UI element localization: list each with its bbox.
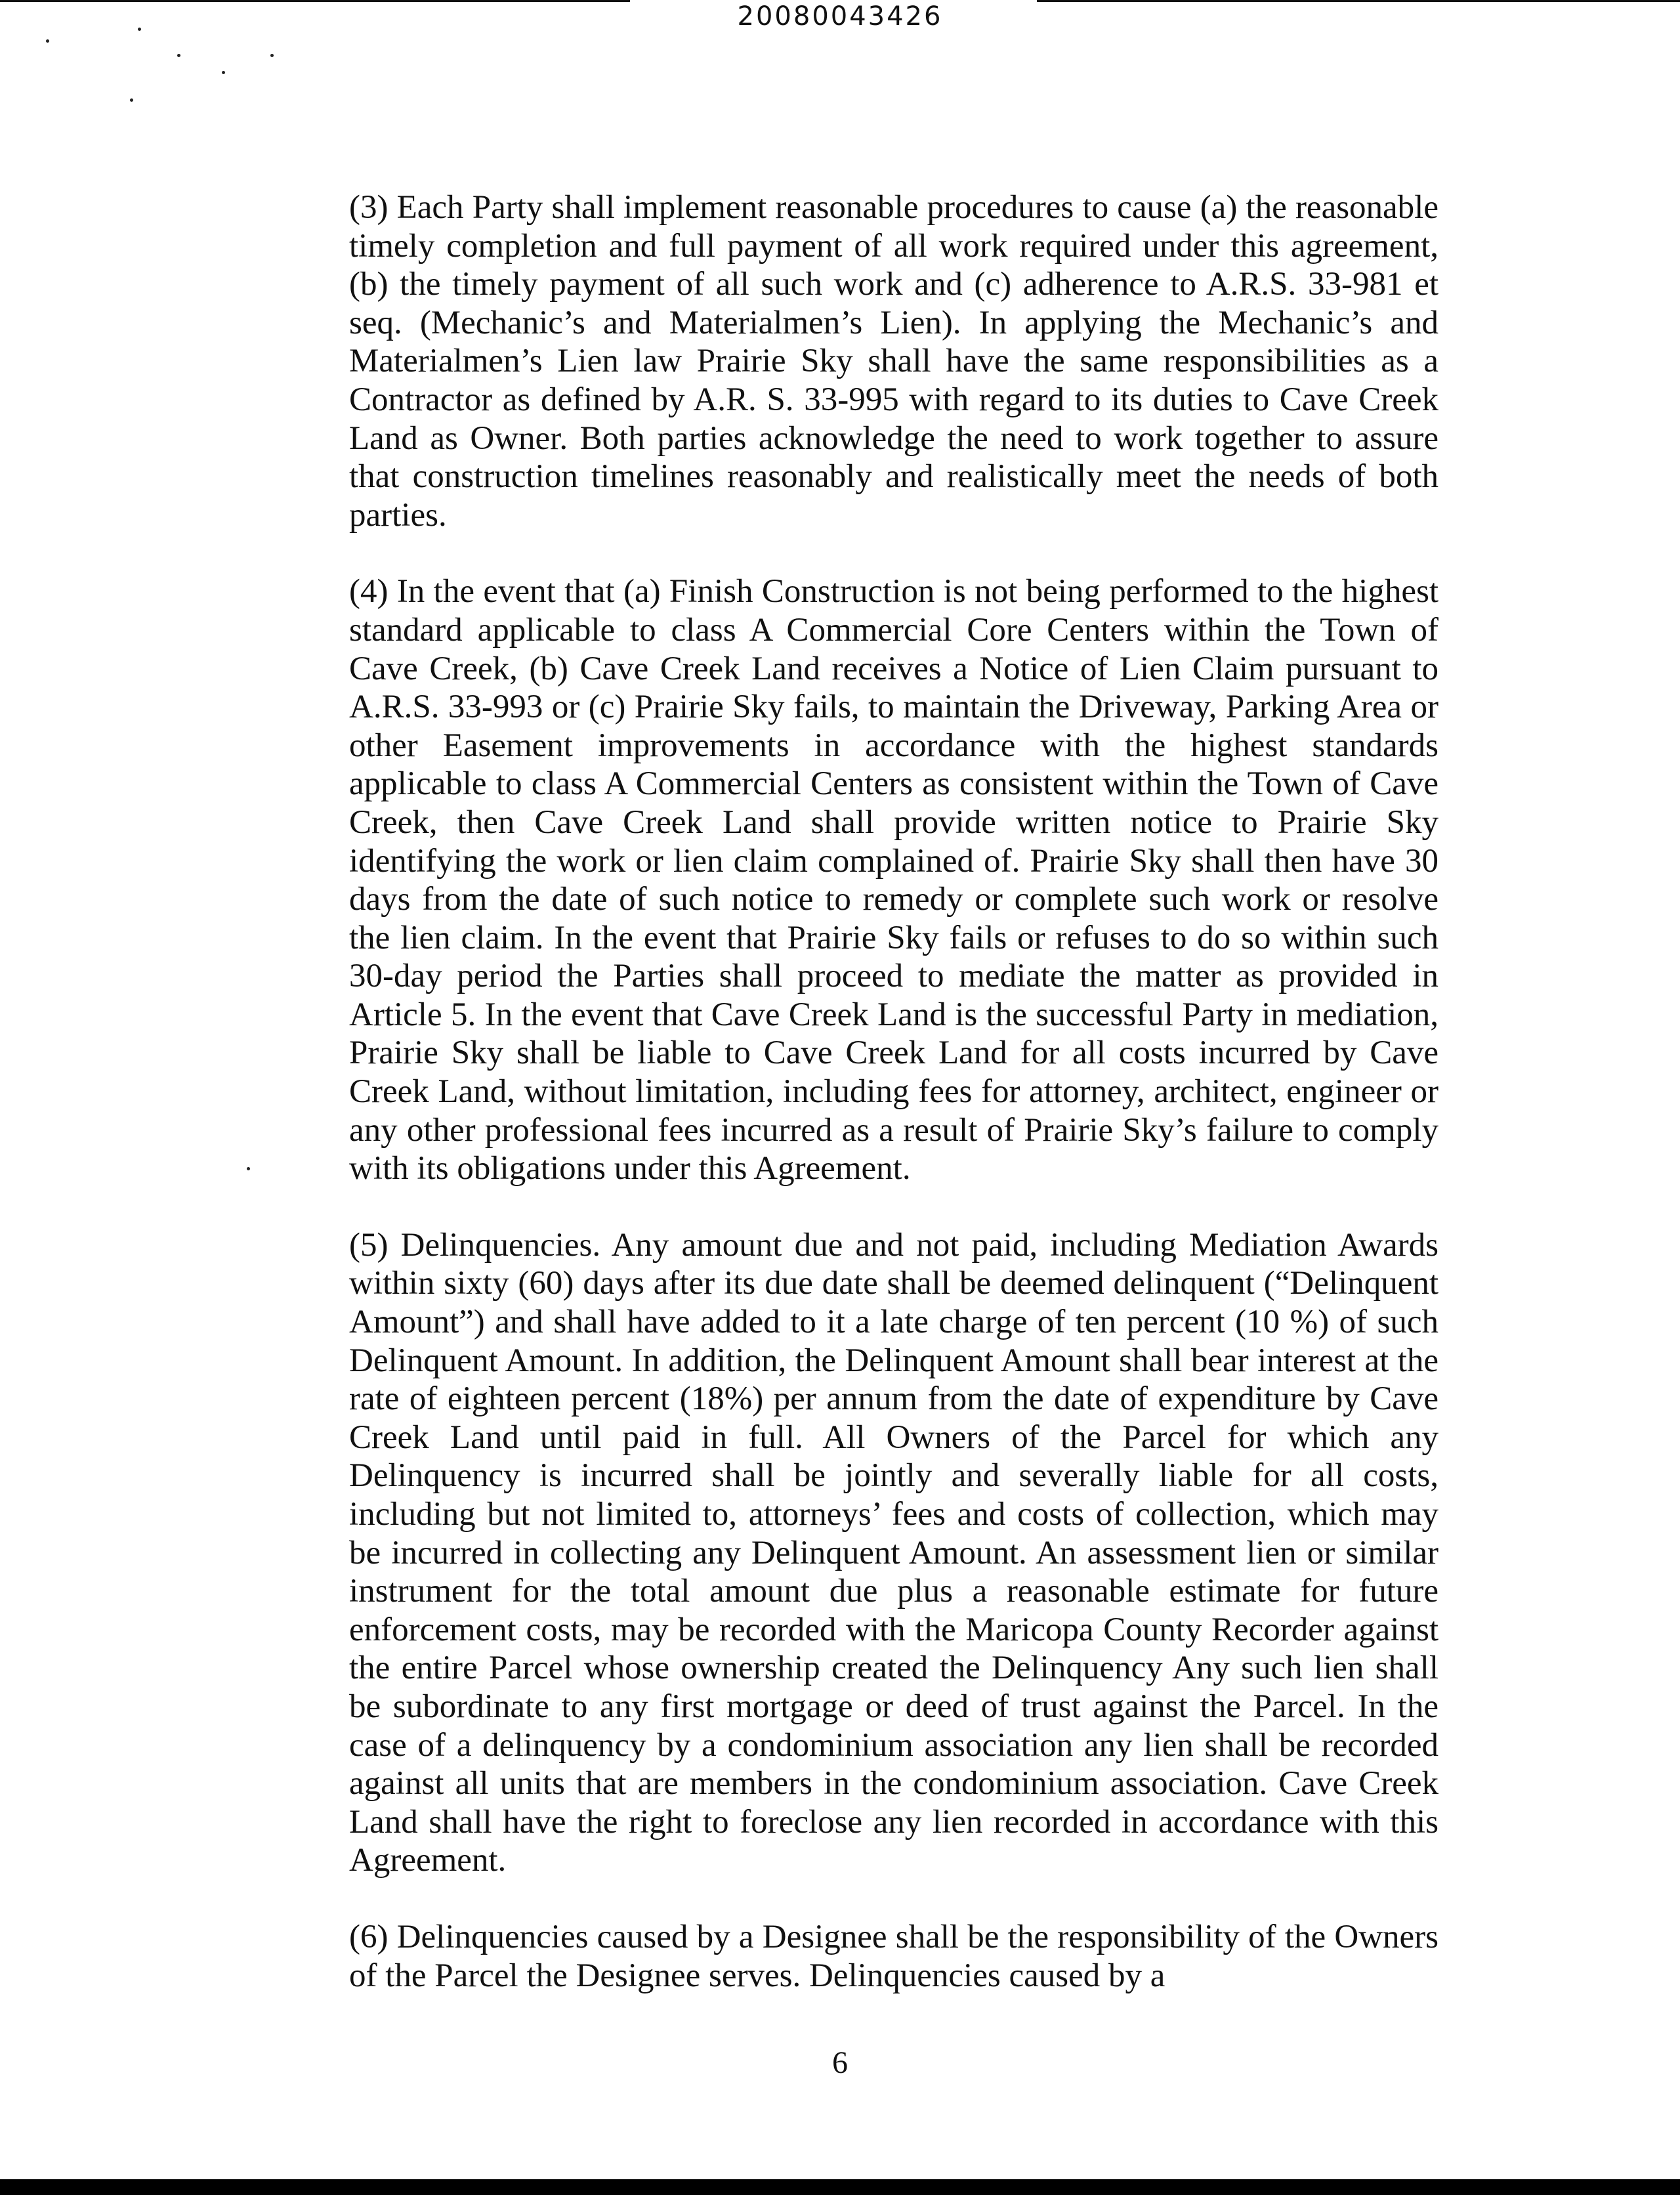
- scan-speck: [138, 28, 141, 31]
- scan-speck: [222, 71, 225, 74]
- scan-speck: [46, 39, 49, 43]
- scan-bottom-border: [0, 2179, 1680, 2195]
- agreement-body: [349, 188, 1438, 2033]
- page-number: 6: [832, 2045, 848, 2080]
- scan-speck: [247, 1167, 250, 1170]
- scan-speck: [270, 54, 274, 57]
- scan-speck: [130, 98, 133, 102]
- paragraph-5: (5) Delinquencies. Any amount due and not paid, including Mediation Awards within sixty (60) days after its due date shall be deemed delinquent (“Delinquent Amount”) and shall have added to it a late charge of ten percent (10 %) of such Delinquent Amount. In addition, the Delinquent Amount shall bear interest at the rate of eighteen percent (18%) per annum from the date of expenditure by Cave Creek Land until paid in full. All Owners of the Parcel for which any Delinquency is incurred shall be jointly and severally liable for all costs, including but not limited to, attorneys’ fees and costs of collection, which may be incurred in collecting any Delinquent Amount. An assessment lien or similar instrument for the total amount due plus a reasonable estimate for future enforcement costs, may be recorded with the Maricopa County Recorder against the entire Parcel whose ownership created the Delinquency Any such lien shall be subordinate to any first mortgage or deed of trust against the Parcel. In the case of a delinquency by a condominium association any lien shall be recorded against all units that are members in the condominium association. Cave Creek Land shall have the right to foreclose any lien recorded in accordance with this Agreement.: [349, 1226, 1438, 1879]
- paragraph-3: (3) Each Party shall implement reasonable procedures to cause (a) the reasonable timely completion and full payment of all work required under this agreement, (b) the timely payment of all such work and (c) adherence to A.R.S. 33-981 et seq. (Mechanic’s and Materialmen’s Lien). In applying the Mechanic’s and Materialmen’s Lien law Prairie Sky shall have the same responsibilities as a Contractor as defined by A.R. S. 33-995 with regard to its duties to Cave Creek Land as Owner. Both parties acknowledge the need to work together to assure that construction timelines reasonably and realistically meet the needs of both parties.: [349, 189, 1438, 534]
- document-number: 20080043426: [737, 1, 943, 32]
- scan-speck: [177, 54, 180, 57]
- paragraph-4: (4) In the event that (a) Finish Construction is not being performed to the highest standard applicable to class A Commercial Core Centers within the Town of Cave Creek, (b) Cave Creek Land receives a Notice of Lien Claim pursuant to A.R.S. 33-993 or (c) Prairie Sky fails, to maintain the Driveway, Parking Area or other Easement improvements in accordance with the highest standards applicable to class A Commercial Centers as consistent within the Town of Cave Creek, then Cave Creek Land shall provide written notice to Prairie Sky identifying the work or lien claim complained of. Prairie Sky shall then have 30 days from the date of such notice to remedy or complete such work or resolve the lien claim. In the event that Prairie Sky fails or refuses to do so within such 30-day period the Parties shall proceed to mediate the matter as provided in Article 5. In the event that Cave Creek Land is the successful Party in mediation, Prairie Sky shall be liable to Cave Creek Land for all costs incurred by Cave Creek Land, without limitation, including fees for attorney, architect, engineer or any other professional fees incurred as a result of Prairie Sky’s failure to comply with its obligations under this Agreement.: [349, 573, 1438, 1187]
- paragraph-6: (6) Delinquencies caused by a Designee shall be the responsibility of the Owners of the Parcel the Designee serves. Delinquencies caused by a: [349, 1918, 1438, 1994]
